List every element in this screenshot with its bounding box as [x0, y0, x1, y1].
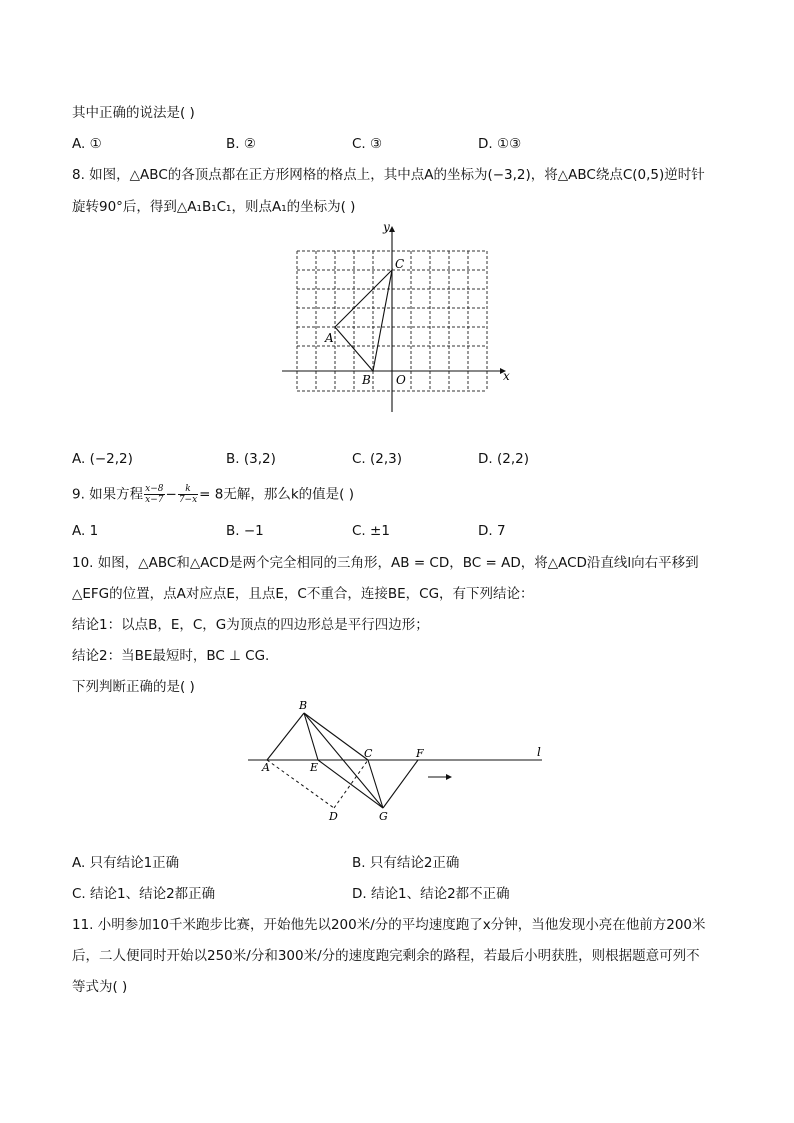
q8-option-b[interactable]: B. (3,2) — [226, 451, 276, 467]
q10-label-a: A — [262, 761, 270, 774]
q10-label-f: F — [416, 747, 424, 760]
q11-line1: 11. 小明参加10千米跑步比赛，开始他先以200米/分的平均速度跑了x分钟，当他发现小亮在他前方200米 — [72, 917, 706, 933]
q10-option-c[interactable]: C. 结论1、结论2都正确 — [72, 886, 216, 902]
q9-fraction-1 — [144, 484, 164, 505]
q10-label-d: D — [329, 810, 338, 823]
q9-stem — [72, 484, 354, 505]
q10-label-e: E — [310, 761, 319, 774]
q10-option-b[interactable]: B. 只有结论2正确 — [352, 855, 460, 871]
q11-line2: 后，二人便同时开始以250米/分和300米/分的速度跑完剩余的路程，若最后小明获胜，则根据题意可列不 — [72, 948, 700, 964]
q10-label-g: G — [379, 810, 388, 823]
q7-option-c[interactable]: C. ③ — [352, 136, 383, 152]
q9-option-a[interactable]: A. 1 — [72, 523, 99, 539]
q8-label-o: O — [396, 373, 406, 387]
q10-label-l: l — [537, 745, 541, 759]
q8-label-c: C — [395, 257, 405, 271]
q8-label-y: y — [383, 220, 390, 234]
q10-option-d[interactable]: D. 结论1、结论2都不正确 — [352, 886, 510, 902]
q10-line2: △EFG的位置，点A对应点E，且点E，C不重合，连接BE，CG，有下列结论： — [72, 586, 534, 602]
q8-option-d[interactable]: D. (2,2) — [478, 451, 529, 467]
q8-line1: 8. 如图，△ABC的各顶点都在正方形网格的格点上，其中点A的坐标为(−3,2)，将△ABC绕点C(0,5)逆时针 — [72, 167, 705, 183]
q8-line2: 旋转90°后，得到△A₁B₁C₁，则点A₁的坐标为( ) — [72, 199, 356, 215]
q10-line1: 10. 如图，△ABC和△ACD是两个完全相同的三角形，AB = CD，BC = AD，将△ACD沿直线l向右平移到 — [72, 555, 699, 571]
q8-label-b: B — [362, 373, 371, 387]
q9-frac2-numerator: k — [178, 484, 198, 495]
q8-option-c[interactable]: C. (2,3) — [352, 451, 403, 467]
q10-line5: 下列判断正确的是( ) — [72, 679, 195, 695]
q9-option-c[interactable]: C. ±1 — [352, 523, 390, 539]
q9-minus: − — [165, 486, 177, 503]
q7-option-a[interactable]: A. ① — [72, 136, 102, 152]
q8-option-a[interactable]: A. (−2,2) — [72, 451, 133, 467]
q10-option-a[interactable]: A. 只有结论1正确 — [72, 855, 180, 871]
q10-line3: 结论1：以点B，E，C，G为顶点的四边形总是平行四边形； — [72, 617, 429, 633]
q9-option-b[interactable]: B. −1 — [226, 523, 264, 539]
q9-suffix: = 8无解，那么k的值是( ) — [199, 486, 355, 503]
q8-label-x: x — [503, 369, 510, 383]
q7-option-d[interactable]: D. ①③ — [478, 136, 522, 152]
q10-line4: 结论2：当BE最短时，BC ⊥ CG. — [72, 648, 270, 664]
q8-label-a: A — [325, 331, 334, 345]
q11-line3: 等式为( ) — [72, 979, 128, 995]
q10-label-c: C — [364, 747, 373, 760]
q9-frac1-denominator: x−7 — [145, 495, 164, 505]
q10-translation-figure — [240, 695, 550, 825]
q9-frac2-denominator: 7−x — [178, 495, 198, 505]
q9-fraction-2 — [178, 484, 198, 505]
q10-label-b: B — [299, 699, 308, 712]
q9-prefix: 9. 如果方程 — [72, 486, 144, 503]
q9-frac1-numerator: x−8 — [145, 484, 164, 494]
q8-grid-figure — [270, 218, 520, 418]
q7-tail: 其中正确的说法是( ) — [72, 105, 195, 121]
q9-option-d[interactable]: D. 7 — [478, 523, 506, 539]
q7-option-b[interactable]: B. ② — [226, 136, 256, 152]
